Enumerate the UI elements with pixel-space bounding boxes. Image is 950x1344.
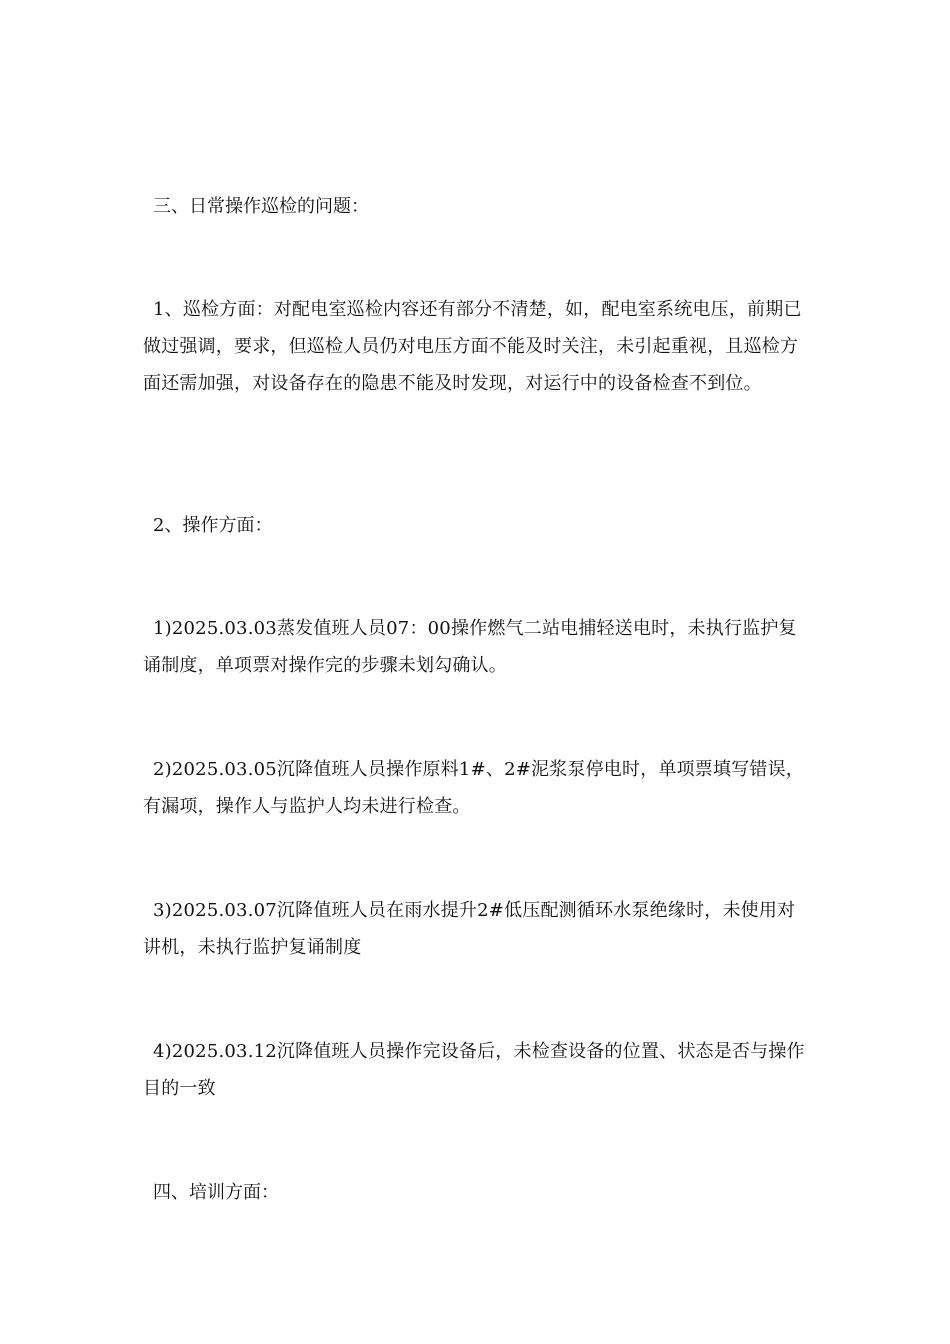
paragraph-inspection: 1、巡检方面：对配电室巡检内容还有部分不清楚，如，配电室系统电压，前期已做过强调，要求，但巡检人员仍对电压方面不能及时关注，未引起重视，且巡检方面还需加强，对设备存在的隐患不能及时发现，对运行中的设备检查不到位。: [143, 299, 802, 394]
list-item-operation-4: 4)2025.03.12沉降值班人员操作完设备后，未检查设备的位置、状态是否与操作目的一致: [143, 1041, 805, 1099]
list-item-operation-2: 2)2025.03.05沉降值班人员操作原料1#、2#泥浆泵停电时，单项票填写错误，有漏项，操作人与监护人均未进行检查。: [143, 759, 805, 817]
section-heading-3: 三、日常操作巡检的问题：: [153, 196, 369, 217]
section-heading-4: 四、培训方面：: [153, 1182, 279, 1203]
subheading-operation: 2、操作方面：: [153, 515, 273, 536]
list-item-operation-1: 1)2025.03.03蒸发值班人员07：00操作燃气二站电捕轻送电时，未执行监护复诵制度，单项票对操作完的步骤未划勾确认。: [143, 618, 797, 676]
list-item-operation-3: 3)2025.03.07沉降值班人员在雨水提升2#低压配测循环水泵绝缘时，未使用对讲机，未执行监护复诵制度: [143, 900, 796, 958]
